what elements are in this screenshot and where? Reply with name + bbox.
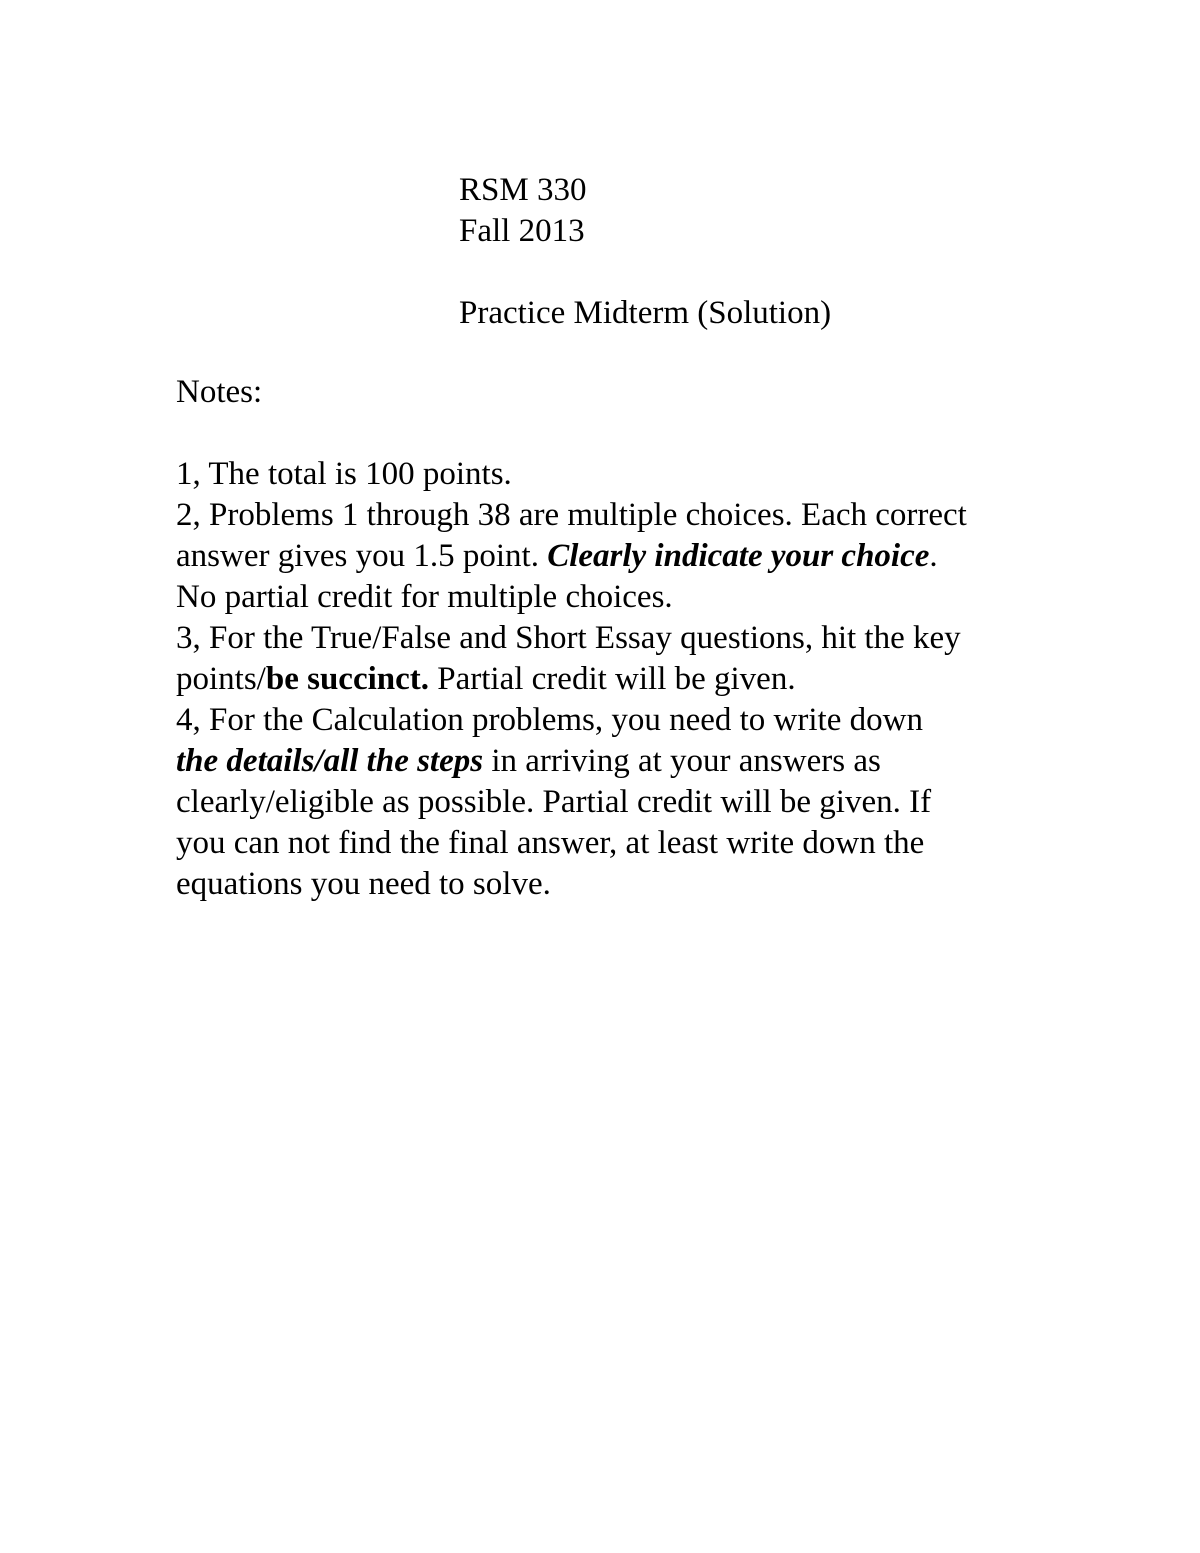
note-3-line-1: 3, For the True/False and Short Essay questions, hit the key	[176, 620, 961, 656]
notes-heading: Notes:	[176, 374, 263, 410]
note-2-text: answer gives you 1.5 point.	[176, 538, 548, 574]
note-2-emphasis: Clearly indicate your choice	[547, 538, 930, 574]
note-3-line-2	[176, 659, 1046, 700]
note-2-period: .	[929, 538, 938, 574]
note-4-emphasis: the details/all the steps	[176, 743, 484, 779]
course-code: RSM 330	[459, 172, 587, 208]
note-3-emphasis: be succinct.	[265, 661, 430, 697]
term: Fall 2013	[459, 213, 585, 249]
notes-section	[176, 372, 1046, 905]
note-1: 1, The total is 100 points.	[176, 456, 512, 492]
note-3-suffix: Partial credit will be given.	[429, 661, 796, 697]
note-4-line-5: equations you need to solve.	[176, 866, 551, 902]
note-2-line-1: 2, Problems 1 through 38 are multiple choices. Each correct	[176, 497, 967, 533]
note-2-line-2	[176, 536, 1046, 577]
note-4-line-3: clearly/eligible as possible. Partial credit will be given. If	[176, 784, 932, 820]
document-header	[459, 170, 831, 334]
document-title: Practice Midterm (Solution)	[459, 295, 832, 331]
note-4-suffix: in arriving at your answers as	[483, 743, 881, 779]
note-3-prefix: points/	[176, 661, 266, 697]
note-2-line-3: No partial credit for multiple choices.	[176, 579, 673, 615]
note-4-line-2	[176, 741, 1046, 782]
note-4-line-1: 4, For the Calculation problems, you need to write down	[176, 702, 923, 738]
note-4-line-4: you can not find the final answer, at least write down the	[176, 825, 925, 861]
